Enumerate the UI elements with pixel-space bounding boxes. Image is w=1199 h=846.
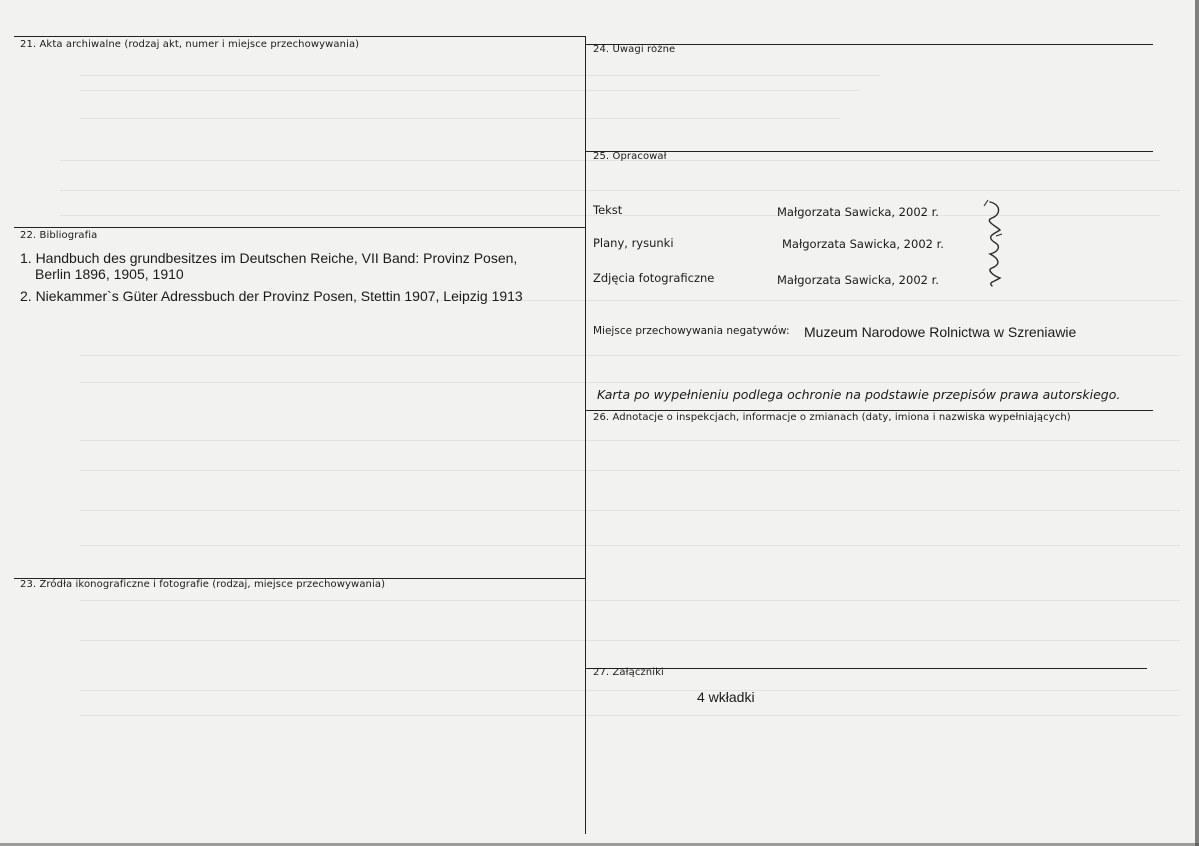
section-21-label: 21. Akta archiwalne (rodzaj akt, numer i miejsce przechowywania): [20, 39, 360, 50]
bibliography-item-1-cont: Berlin 1896, 1905, 1910: [35, 266, 184, 282]
section-24-label: 24. Uwagi różne: [593, 44, 676, 55]
rule-25: [585, 151, 1153, 152]
scan-edge-right: [1195, 0, 1199, 846]
negatives-location-value: Muzeum Narodowe Rolnictwa w Szreniawie: [804, 324, 1077, 340]
author-name-text: Małgorzata Sawicka, 2002 r.: [777, 205, 939, 219]
author-name-photos: Małgorzata Sawicka, 2002 r.: [777, 273, 939, 287]
author-name-drawings: Małgorzata Sawicka, 2002 r.: [782, 237, 944, 251]
copyright-notice: Karta po wypełnieniu podlega ochronie na podstawie przepisów prawa autorskiego.: [597, 387, 1121, 402]
column-divider: [585, 36, 586, 834]
bibliography-item-1: 1. Handbuch des grundbesitzes im Deutschen Reiche, VII Band: Provinz Posen,: [20, 250, 518, 266]
section-23-label: 23. Źródła ikonograficzne i fotografie (rodzaj, miejsce przechowywania): [20, 579, 386, 590]
section-27-label: 27. Załączniki: [593, 667, 664, 678]
rule-26: [585, 410, 1153, 411]
handwritten-signature: [976, 196, 1016, 288]
section-26-label: 26. Adnotacje o inspekcjach, informacje o zmianach (daty, imiona i nazwiska wypełniających): [593, 412, 1071, 423]
author-role-photos: Zdjęcia fotograficzne: [593, 271, 715, 285]
author-role-text: Tekst: [593, 203, 623, 217]
negatives-location-label: Miejsce przechowywania negatywów:: [593, 325, 790, 337]
section-22-label: 22. Bibliografia: [20, 230, 98, 241]
rule-22: [14, 227, 585, 228]
rule-top-left: [14, 36, 585, 37]
attachments-value: 4 wkładki: [697, 689, 755, 705]
section-25-label: 25. Opracował: [593, 151, 667, 162]
rule-27: [585, 668, 1147, 669]
author-role-drawings: Plany, rysunki: [593, 236, 674, 250]
bibliography-item-2: 2. Niekammer`s Güter Adressbuch der Provinz Posen, Stettin 1907, Leipzig 1913: [20, 288, 523, 304]
